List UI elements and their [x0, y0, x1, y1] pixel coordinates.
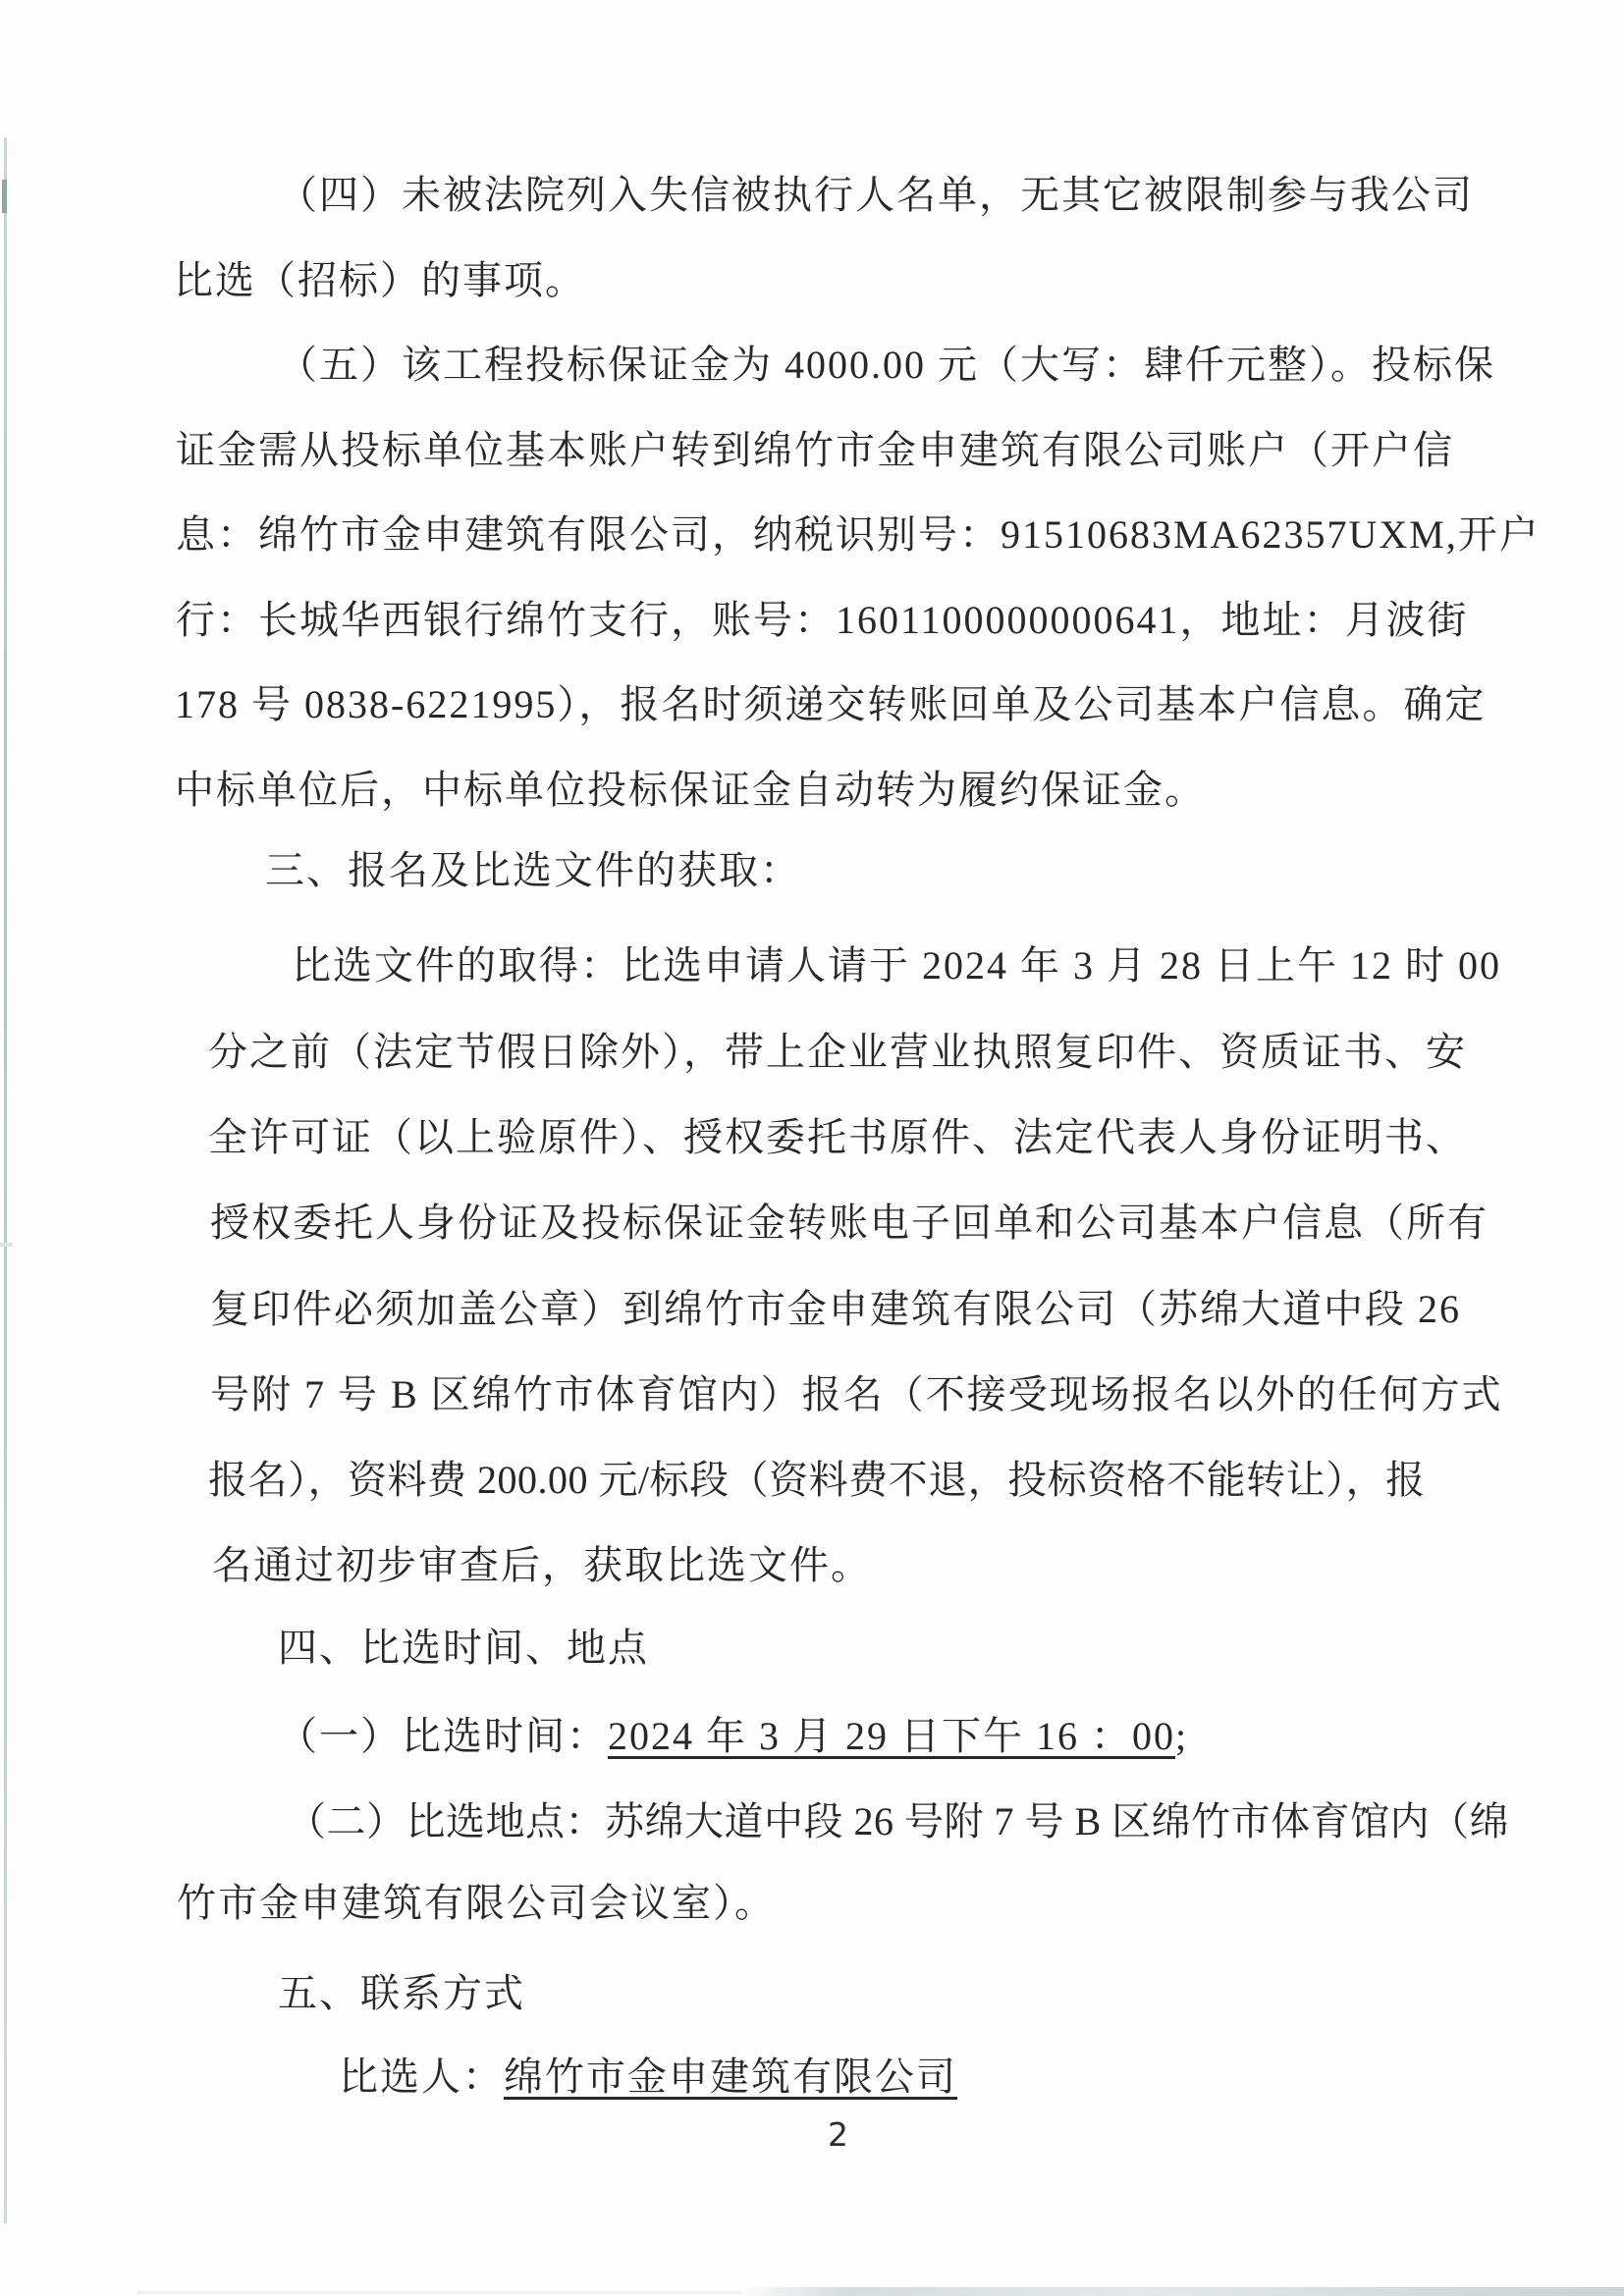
heading-section3: 三、报名及比选文件的获取： — [265, 848, 801, 892]
scan-artifact-bottom-smudge — [738, 2287, 1624, 2296]
para-section3-line5: 复印件必须加盖公章）到绵竹市金申建筑有限公司（苏绵大道中段 26 — [210, 1287, 1461, 1331]
para-bidding-location-line2: 竹市金申建筑有限公司会议室）。 — [177, 1881, 776, 1925]
bidding-time-label: （一）比选时间： — [278, 1714, 608, 1758]
page-number: 2 — [828, 2115, 848, 2154]
para-item5-line5: 178 号 0838-6221995），报名时须递交转账回单及公司基本户信息。确定 — [175, 682, 1487, 726]
line-bidding-time — [278, 1713, 1188, 1760]
bidding-person-label: 比选人： — [339, 2055, 504, 2099]
para-section3-line8: 名通过初步审查后，获取比选文件。 — [212, 1543, 872, 1587]
para-item5-line4: 行：长城华西银行绵竹支行，账号：1601100000000641，地址：月波街 — [176, 598, 1469, 642]
scan-artifact-bottom-thin-line — [137, 2291, 741, 2294]
para-item4-line2: 比选（招标）的事项。 — [174, 258, 586, 302]
para-item4-line1: （四）未被法院列入失信被执行人名单，无其它被限制参与我公司 — [278, 173, 1474, 217]
heading-section5: 五、联系方式 — [278, 1971, 525, 2015]
scan-artifact-left-line-dark-segment — [2, 180, 7, 213]
scan-artifact-left-line — [4, 137, 7, 2223]
heading-section4: 四、比选时间、地点 — [278, 1626, 649, 1670]
para-section3-line4: 授权委托人身份证及投标保证金转账电子回单和公司基本户信息（所有 — [210, 1201, 1489, 1245]
line-bidding-person — [339, 2054, 957, 2101]
para-item5-line2: 证金需从投标单位基本账户转到绵竹市金申建筑有限公司账户（开户信 — [176, 428, 1454, 472]
para-section3-line2: 分之前（法定节假日除外），带上企业营业执照复印件、资质证书、安 — [208, 1030, 1467, 1074]
para-item5-line3: 息：绵竹市金申建筑有限公司，纳税识别号：91510683MA62357UXM,开户 — [176, 512, 1541, 557]
scan-artifact-left-tick — [0, 1243, 13, 1247]
para-bidding-location-line1: （二）比选地点：苏绵大道中段 26 号附 7 号 B 区绵竹市体育馆内（绵 — [287, 1799, 1510, 1843]
para-item5-line1: （五）该工程投标保证金为 4000.00 元（大写：肆仟元整）。投标保 — [278, 343, 1495, 387]
bidding-time-suffix: ; — [1175, 1714, 1189, 1758]
para-section3-line7: 报名），资料费 200.00 元/标段（资料费不退，投标资格不能转让），报 — [208, 1458, 1426, 1502]
para-section3-line6: 号附 7 号 B 区绵竹市体育馆内）报名（不接受现场报名以外的任何方式 — [210, 1372, 1503, 1416]
para-section3-line1: 比选文件的取得：比选申请人请于 2024 年 3 月 28 日上午 12 时 00 — [292, 943, 1501, 988]
para-section3-line3: 全许可证（以上验原件）、授权委托书原件、法定代表人身份证明书、 — [208, 1115, 1467, 1159]
bidding-time-value-underlined: 2024 年 3 月 29 日下午 16 ：00 — [608, 1714, 1175, 1758]
para-item5-line6: 中标单位后，中标单位投标保证金自动转为履约保证金。 — [175, 768, 1206, 812]
bidding-person-value-underlined: 绵竹市金申建筑有限公司 — [504, 2055, 957, 2099]
